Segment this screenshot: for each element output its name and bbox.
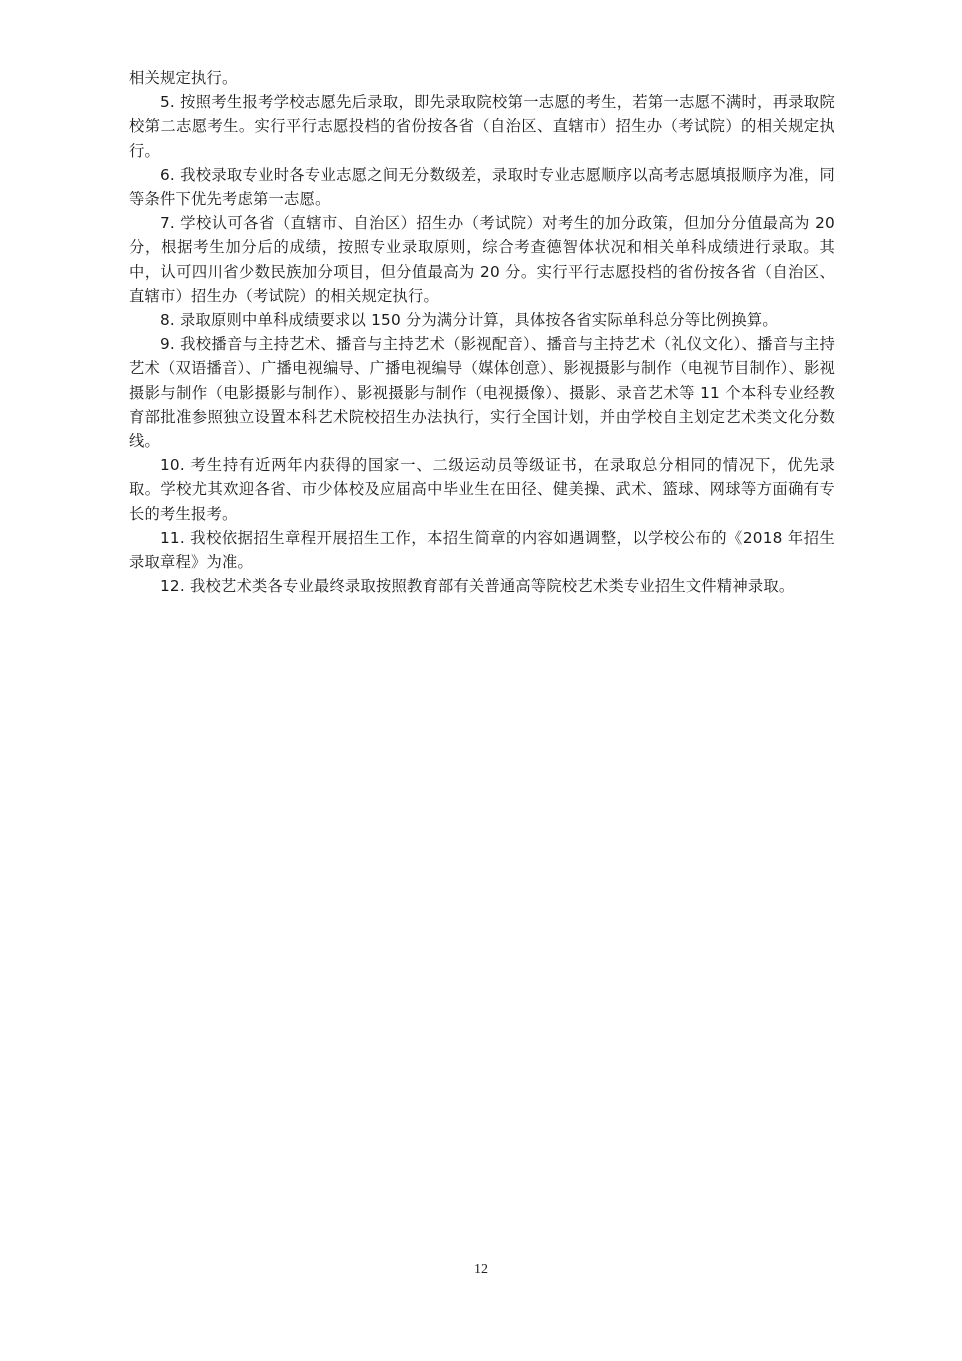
- page-number: 12: [474, 1262, 488, 1277]
- paragraph-item-11: 11. 我校依据招生章程开展招生工作，本招生简章的内容如遇调整，以学校公布的《2018 年招生录取章程》为准。: [129, 528, 835, 572]
- paragraph-item-9: 9. 我校播音与主持艺术、播音与主持艺术（影视配音）、播音与主持艺术（礼仪文化）、播音与主持艺术（双语播音）、广播电视编导、广播电视编导（媒体创意）、影视摄影与制作（电视节目制作）、影视摄影与制作（电影摄影与制作）、影视摄影与制作（电视摄像）、摄影、录音艺术等 11 个本科专业经教育部批准参照独立设置本科艺术院校招生办法执行，实行全国计划，并由学校自主划定艺术类文化分数线。: [129, 335, 835, 451]
- paragraph-item-12: 12. 我校艺术类各专业最终录取按照教育部有关普通高等院校艺术类专业招生文件精神录取。: [160, 577, 795, 596]
- paragraph-continuation: 相关规定执行。: [129, 69, 238, 87]
- paragraph-item-10: 10. 考生持有近两年内获得的国家一、二级运动员等级证书，在录取总分相同的情况下，优先录取。学校尤其欢迎各省、市少体校及应届高中毕业生在田径、健美操、武术、篮球、网球等方面确有专长的考生报考。: [129, 456, 835, 523]
- document-body: [129, 66, 835, 598]
- paragraph-item-5: 5. 按照考生报考学校志愿先后录取，即先录取院校第一志愿的考生，若第一志愿不满时，再录取院校第二志愿考生。实行平行志愿投档的省份按各省（自治区、直辖市）招生办（考试院）的相关规定执行。: [129, 93, 835, 160]
- paragraph-item-7: 7. 学校认可各省（直辖市、自治区）招生办（考试院）对考生的加分政策，但加分分值最高为 20 分，根据考生加分后的成绩，按照专业录取原则，综合考查德智体状况和相关单科成绩进行录取。其中，认可四川省少数民族加分项目，但分值最高为 20 分。实行平行志愿投档的省份按各省（自治区、直辖市）招生办（考试院）的相关规定执行。: [129, 214, 835, 305]
- paragraph-item-6: 6. 我校录取专业时各专业志愿之间无分数级差，录取时专业志愿顺序以高考志愿填报顺序为准，同等条件下优先考虑第一志愿。: [129, 165, 835, 209]
- paragraph-item-8: 8. 录取原则中单科成绩要求以 150 分为满分计算，具体按各省实际单科总分等比例换算。: [160, 311, 778, 330]
